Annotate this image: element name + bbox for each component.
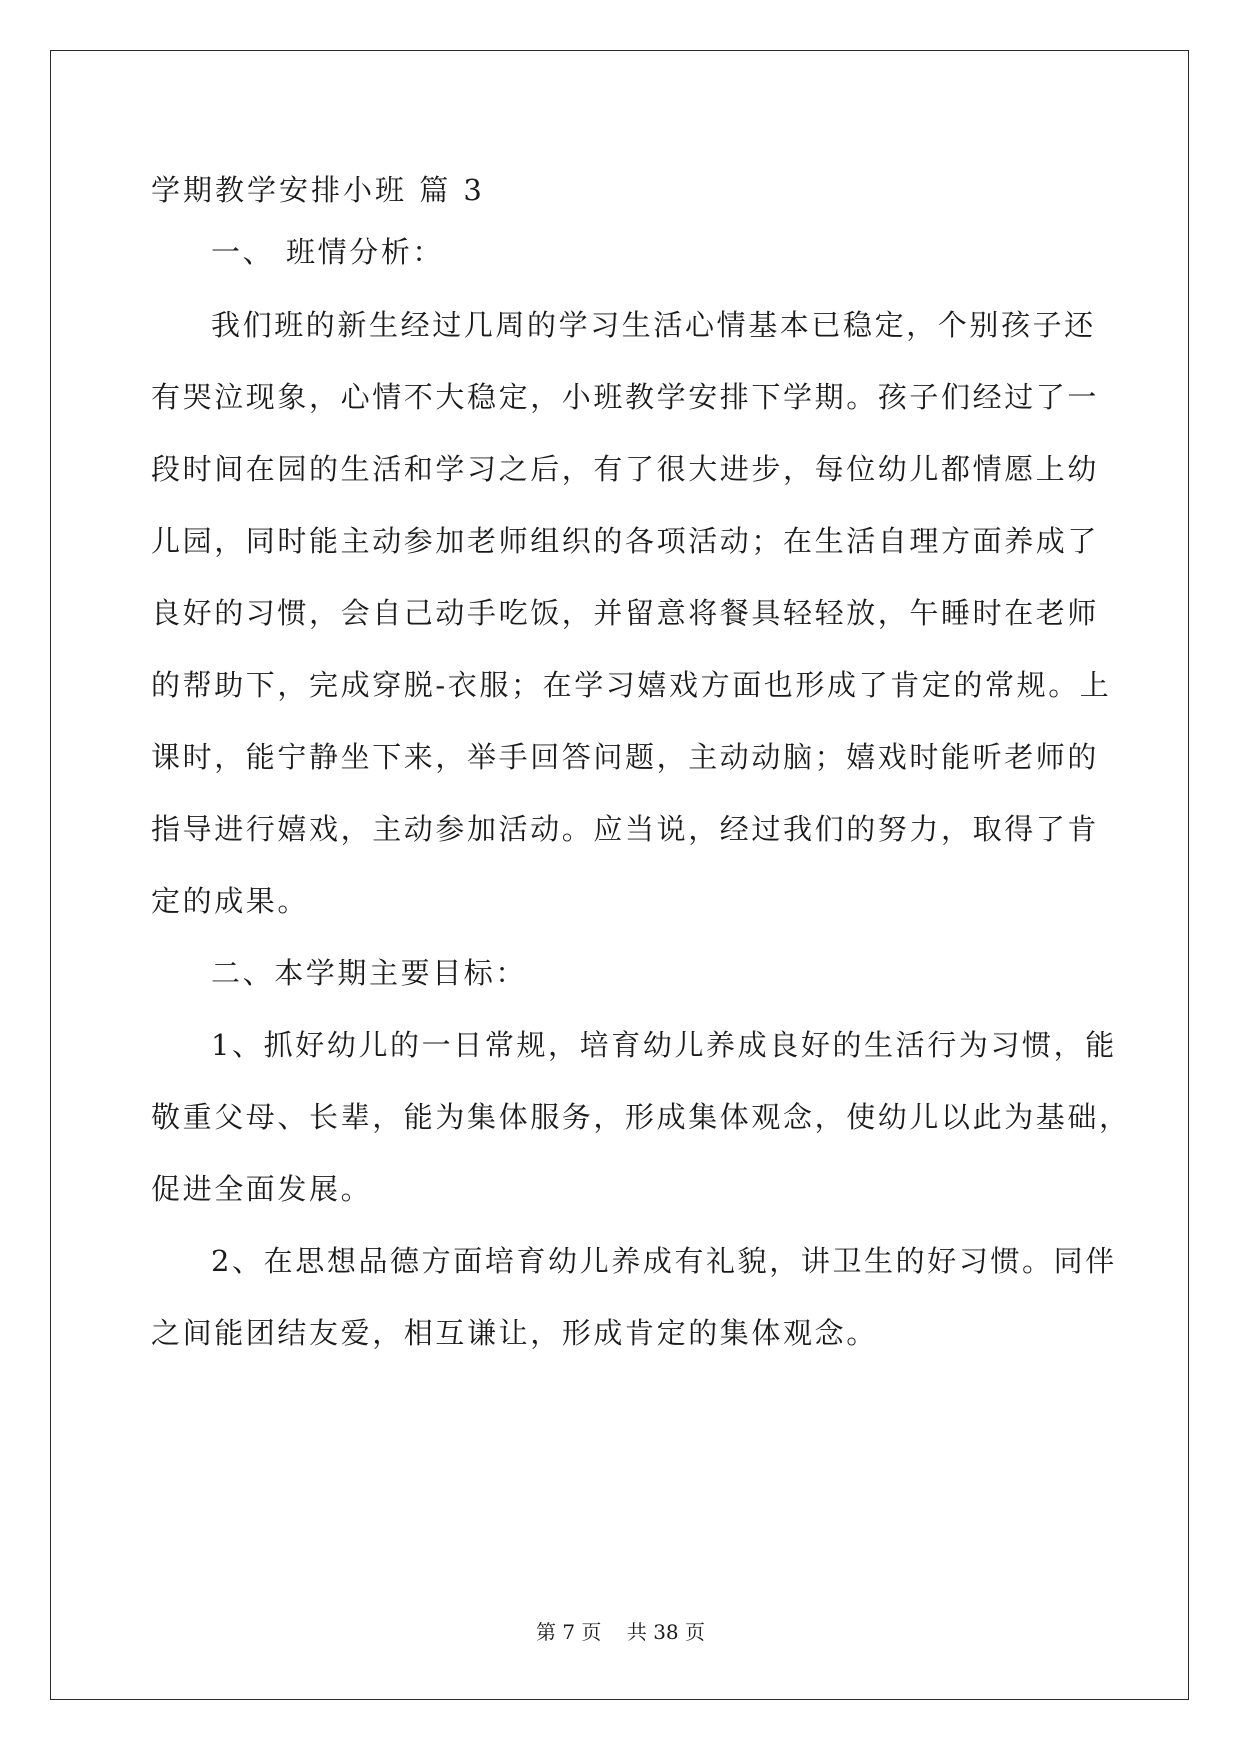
paragraph-line: 段时间在园的生活和学习之后，有了很大进步，每位幼儿都情愿上幼 bbox=[151, 452, 1100, 486]
paragraph-line: 的帮助下，完成穿脱-衣服；在学习嬉戏方面也形成了肯定的常规。上 bbox=[151, 668, 1112, 702]
paragraph-line: 指导进行嬉戏，主动参加活动。应当说，经过我们的努力，取得了肯 bbox=[151, 812, 1100, 846]
paragraph-line: 敬重父母、长辈，能为集体服务，形成集体观念，使幼儿以此为基础， bbox=[151, 1100, 1131, 1134]
section-heading: 一、 班情分析： bbox=[211, 235, 445, 269]
paragraph-line: 促进全面发展。 bbox=[151, 1172, 373, 1206]
page-frame bbox=[50, 50, 1189, 1700]
paragraph-line: 之间能团结友爱，相互谦让，形成肯定的集体观念。 bbox=[151, 1316, 878, 1350]
paragraph-line: 定的成果。 bbox=[151, 884, 310, 918]
paragraph-line: 我们班的新生经过几周的学习生活心情基本已稳定，个别孩子还 bbox=[211, 308, 1096, 342]
document-title: 学期教学安排小班 篇 3 bbox=[151, 173, 485, 207]
paragraph-line: 儿园，同时能主动参加老师组织的各项活动；在生活自理方面养成了 bbox=[151, 524, 1100, 558]
paragraph-line: 有哭泣现象，心情不大稳定，小班教学安排下学期。孩子们经过了一 bbox=[151, 380, 1100, 414]
page-number-footer: 第 7 页 共 38 页 bbox=[535, 1620, 706, 1644]
paragraph-line: 2、在思想品德方面培育幼儿养成有礼貌，讲卫生的好习惯。同伴 bbox=[211, 1244, 1117, 1278]
paragraph-line: 良好的习惯，会自己动手吃饭，并留意将餐具轻轻放，午睡时在老师 bbox=[151, 596, 1100, 630]
section-heading: 二、本学期主要目标： bbox=[211, 956, 528, 990]
paragraph-line: 课时，能宁静坐下来，举手回答问题，主动动脑；嬉戏时能听老师的 bbox=[151, 740, 1100, 774]
paragraph-line: 1、抓好幼儿的一日常规，培育幼儿养成良好的生活行为习惯，能 bbox=[211, 1028, 1117, 1062]
